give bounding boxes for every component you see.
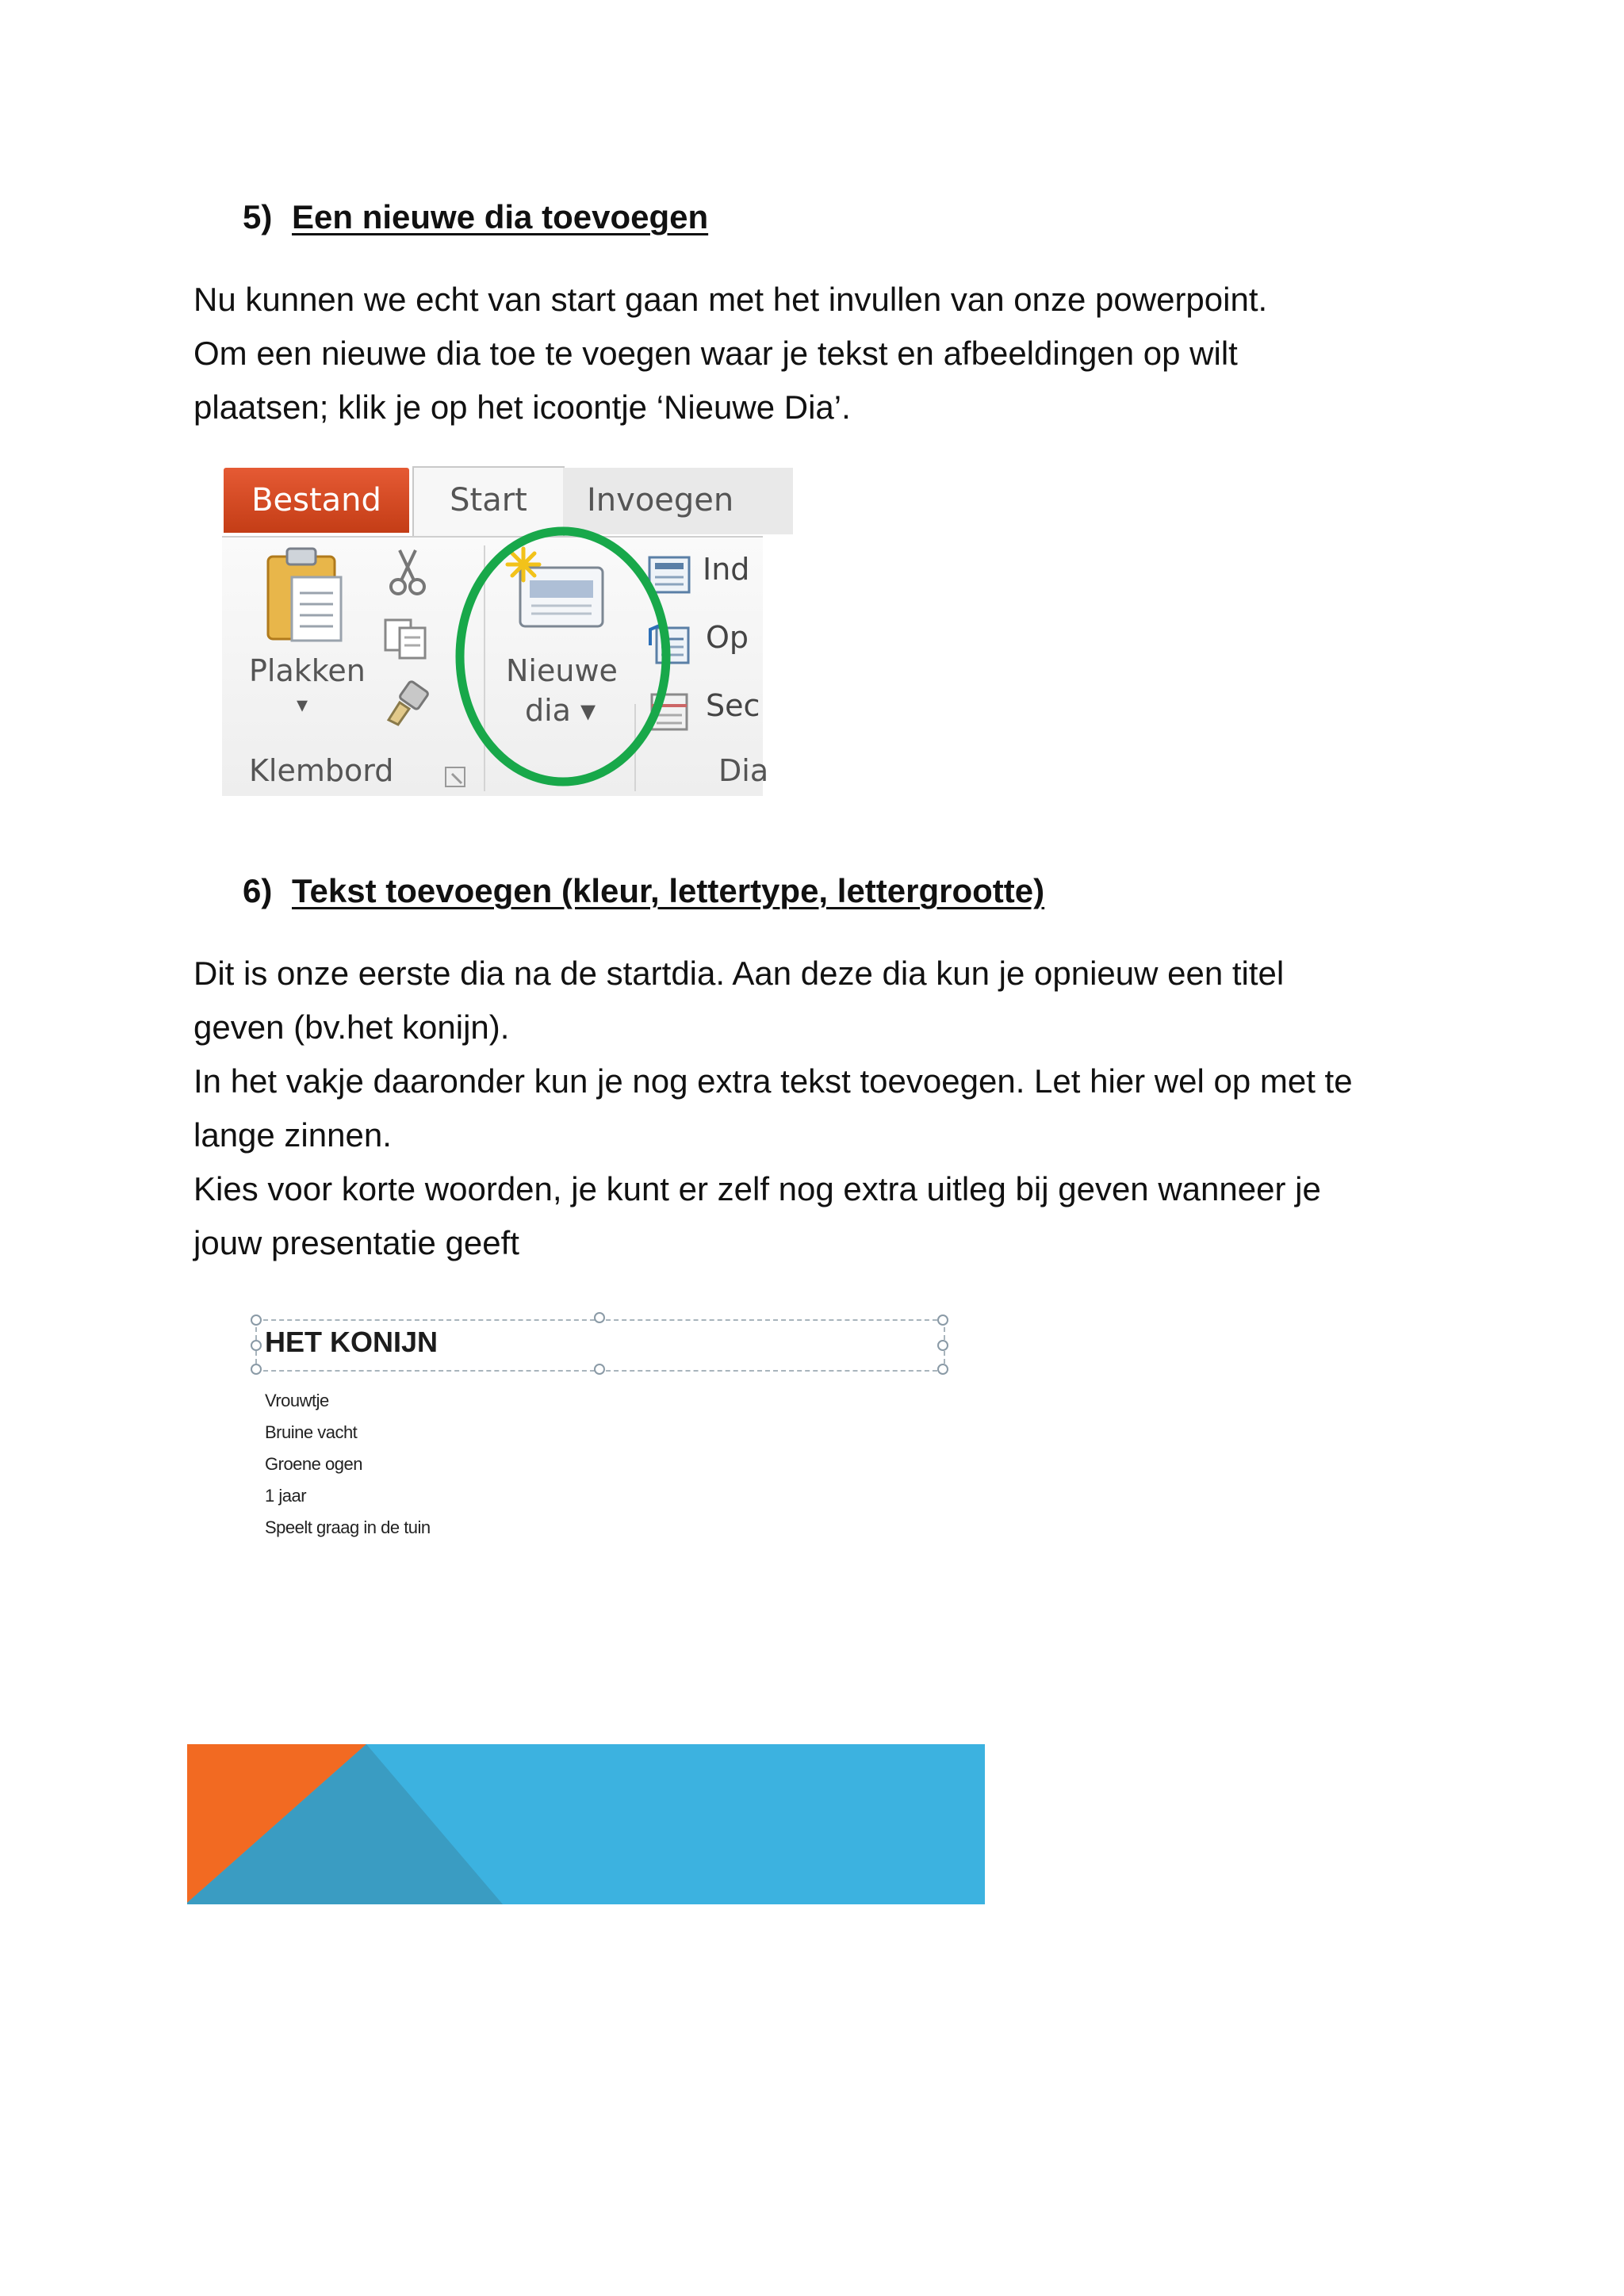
group-label-slides: Dia xyxy=(718,753,769,788)
paragraph-line: In het vakje daaronder kun je nog extra tekst toevoegen. Let hier wel op met te xyxy=(193,1062,1353,1100)
slide-bullet: Speelt graag in de tuin xyxy=(265,1517,431,1537)
slide-bullet: 1 jaar xyxy=(265,1486,307,1506)
resize-handle[interactable] xyxy=(251,1340,262,1351)
paragraph-line: jouw presentatie geeft xyxy=(193,1224,519,1261)
resize-handle[interactable] xyxy=(594,1364,605,1375)
highlight-circle xyxy=(444,522,682,791)
paste-label: Plakken xyxy=(249,653,366,688)
resize-handle[interactable] xyxy=(937,1364,948,1375)
paste-dropdown-arrow: ▾ xyxy=(297,691,308,718)
section-label[interactable]: Sec xyxy=(706,688,760,723)
paragraph-line: Kies voor korte woorden, je kunt er zelf nog extra uitleg bij geven wanneer je xyxy=(193,1170,1321,1207)
resize-handle[interactable] xyxy=(594,1312,605,1323)
group-label-clipboard: Klembord xyxy=(249,753,394,788)
slide-bullet: Groene ogen xyxy=(265,1454,362,1474)
slide-title: HET KONIJN xyxy=(265,1326,439,1358)
paragraph-line: lange zinnen. xyxy=(193,1116,392,1154)
paste-button[interactable] xyxy=(230,545,373,728)
section-6-number: 6) xyxy=(243,872,273,909)
section-5-title: Een nieuwe dia toevoegen xyxy=(292,198,709,235)
copy-icon[interactable] xyxy=(382,617,433,660)
section-6-title: Tekst toevoegen (kleur, lettertype, lettergrootte) xyxy=(292,872,1045,909)
paragraph-line: plaatsen; klik je op het icoontje ‘Nieuwe Dia’. xyxy=(193,388,851,426)
resize-handle[interactable] xyxy=(937,1314,948,1326)
resize-handle[interactable] xyxy=(251,1314,262,1326)
ribbon-screenshot xyxy=(222,466,769,794)
new-slide-label-line2: dia ▾ xyxy=(525,693,596,728)
section-5-heading xyxy=(243,197,708,238)
clipboard-icon xyxy=(262,545,349,649)
section-5-number: 5) xyxy=(243,198,273,235)
tab-insert[interactable]: Invoegen xyxy=(563,468,793,534)
slide-bullet: Bruine vacht xyxy=(265,1422,358,1442)
slide-bullet: Vrouwtje xyxy=(265,1391,329,1410)
section-6-heading xyxy=(243,871,1044,912)
layout-label[interactable]: Ind xyxy=(703,552,750,587)
reset-label[interactable]: Op xyxy=(706,620,749,655)
tab-file[interactable]: Bestand xyxy=(224,468,409,533)
section-5-paragraph xyxy=(193,273,1462,434)
slide-footer-graphic xyxy=(187,1744,985,1904)
paragraph-line: geven (bv.het konijn). xyxy=(193,1008,510,1046)
paragraph-line: Om een nieuwe dia toe te voegen waar je tekst en afbeeldingen op wilt xyxy=(193,335,1238,372)
resize-handle[interactable] xyxy=(251,1364,262,1375)
resize-handle[interactable] xyxy=(937,1340,948,1351)
new-slide-label-line1: Nieuwe xyxy=(506,653,618,688)
tab-start[interactable]: Start xyxy=(412,466,565,539)
section-6-paragraph xyxy=(193,947,1462,1270)
format-painter-icon[interactable] xyxy=(382,679,433,726)
paragraph-line: Dit is onze eerste dia na de startdia. Aan deze dia kun je opnieuw een titel xyxy=(193,955,1285,992)
cut-icon[interactable] xyxy=(385,549,430,596)
paragraph-line: Nu kunnen we echt van start gaan met het invullen van onze powerpoint. xyxy=(193,281,1268,318)
